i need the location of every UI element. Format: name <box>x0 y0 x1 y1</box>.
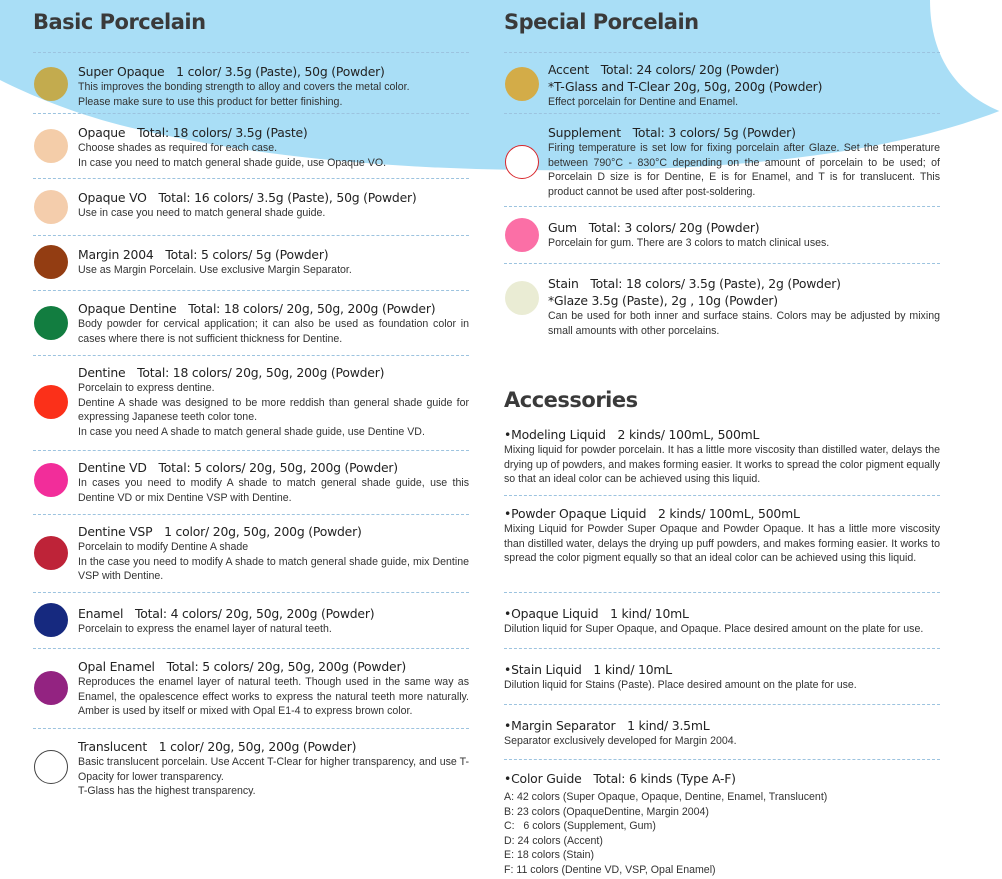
product-name: Supplement <box>548 125 621 140</box>
divider <box>504 592 940 593</box>
accessory-name: •Opaque Liquid <box>504 606 599 621</box>
product-spec: 1 color/ 20g, 50g, 200g (Powder) <box>158 739 357 754</box>
product-name: Accent <box>548 62 590 77</box>
product-spec: Total: 18 colors/ 3.5g (Paste), 2g (Powder) <box>590 276 841 291</box>
accessory-spec: 2 kinds/ 100mL, 500mL <box>617 427 760 442</box>
product-name: Enamel <box>78 606 124 621</box>
product-description: Porcelain to modify Dentine A shade In the case you need to modify A shade to match general shade guide, mix Dentine VSP with Dentine. <box>78 541 469 582</box>
product-item-super-opaque <box>33 52 469 119</box>
product-name: Dentine VSP <box>78 524 153 539</box>
color-swatch <box>34 129 68 163</box>
product-spec-secondary: *Glaze 3.5g (Paste), 2g , 10g (Powder) <box>548 293 778 308</box>
product-item-gum <box>504 206 940 263</box>
color-guide-list <box>504 790 940 877</box>
product-spec: Total: 5 colors/ 20g, 50g, 200g (Powder) <box>158 460 398 475</box>
product-description: Porcelain to express the enamel layer of natural teeth. <box>78 623 332 635</box>
product-item-accent <box>504 52 940 113</box>
color-guide-entry: C: 6 colors (Supplement, Gum) <box>504 820 656 832</box>
accessory-description: Separator exclusively developed for Margin 2004. <box>504 735 737 747</box>
accessory-color-guide <box>504 770 940 877</box>
accessory-name: •Color Guide <box>504 771 582 786</box>
product-name: Opaque Dentine <box>78 301 177 316</box>
accessory-spec: 2 kinds/ 100mL, 500mL <box>658 506 800 521</box>
product-spec: Total: 18 colors/ 20g, 50g, 200g (Powder) <box>137 365 385 380</box>
color-swatch <box>34 750 68 784</box>
color-guide-entry: F: 11 colors (Dentine VD, VSP, Opal Enamel) <box>504 863 716 876</box>
product-item-stain <box>504 263 940 344</box>
product-spec: Total: 4 colors/ 20g, 50g, 200g (Powder) <box>134 606 375 621</box>
product-description: Basic translucent porcelain. Use Accent T-Clear for higher transparency, and use T-Opacity for lower transparency. T-Glass has the highest transparency. <box>78 756 469 797</box>
accessory-description: Mixing liquid for powder porcelain. It has a little more viscosity than distilled water, delays the drying up of powders, and makes forming easier. It works to spread the color pigment equally so that an ideal color can be achieved using this liquid. <box>504 444 940 485</box>
color-guide-entry: D: 24 colors (Accent) <box>504 834 603 847</box>
product-spec: Total: 3 colors/ 20g (Powder) <box>588 220 760 235</box>
product-description: Firing temperature is set low for fixing porcelain after Glaze. Set the temperature between 790°C - 830°C depending on the amount of porcelain to be used; of Porcelain D size is for Dentine, E is for Enamel, and T is for translucent. This product cannot be used after post-soldering. <box>548 142 940 198</box>
color-guide-entry: E: 18 colors (Stain) <box>504 849 595 861</box>
product-spec: Total: 16 colors/ 3.5g (Paste), 50g (Powder) <box>158 190 417 205</box>
color-swatch <box>34 536 68 570</box>
accessories-title: Accessories <box>504 388 638 412</box>
product-item-supplement <box>504 113 940 206</box>
accessory-spec: 1 kind/ 3.5mL <box>627 718 710 733</box>
accessory-spec: 1 kind/ 10mL <box>610 606 689 621</box>
product-description: Reproduces the enamel layer of natural teeth. Though used in the same way as Enamel, the opalescence effect works to express the natural teeth more naturally. Amber is used by itself or mixed with Opal E1-4 to express brown color. <box>78 676 469 717</box>
product-item-opaque-vo <box>33 178 469 233</box>
accessory-margin-separator <box>504 717 940 749</box>
product-description: Effect porcelain for Dentine and Enamel. <box>548 96 739 108</box>
basic-porcelain-title: Basic Porcelain <box>33 10 206 34</box>
product-spec: 1 color/ 20g, 50g, 200g (Powder) <box>164 524 362 539</box>
accessory-name: •Powder Opaque Liquid <box>504 506 647 521</box>
accessory-name: •Stain Liquid <box>504 662 582 677</box>
color-swatch <box>505 218 539 252</box>
special-porcelain-title: Special Porcelain <box>504 10 699 34</box>
product-spec: Total: 5 colors/ 20g, 50g, 200g (Powder) <box>166 659 406 674</box>
product-item-opaque-dentine <box>33 290 469 353</box>
product-item-dentine <box>33 355 469 448</box>
product-description: Can be used for both inner and surface stains. Colors may be adjusted by mixing small amounts with other porcelains. <box>548 310 940 337</box>
divider <box>504 648 940 649</box>
accessory-modeling-liquid <box>504 426 940 487</box>
product-description: This improves the bonding strength to alloy and covers the metal color. Please make sure to use this product for better finishing. <box>78 81 410 108</box>
product-spec: Total: 18 colors/ 20g, 50g, 200g (Powder) <box>188 301 436 316</box>
product-description: Porcelain to express dentine. Dentine A shade was designed to be more reddish than general shade guide for expressing Japanese teeth color tone. In case you need A shade to match general shade guide, use Dentine VD. <box>78 382 469 438</box>
color-swatch <box>34 463 68 497</box>
accessory-name: •Modeling Liquid <box>504 427 606 442</box>
product-description: Body powder for cervical application; it can also be used as foundation color in cases where there is not sufficient thickness for Dentine. <box>78 318 469 345</box>
color-swatch <box>34 671 68 705</box>
product-item-opal-enamel <box>33 648 469 727</box>
product-description: Use in case you need to match general shade guide. <box>78 207 326 219</box>
product-name: Stain <box>548 276 579 291</box>
product-name: Gum <box>548 220 577 235</box>
product-name: Dentine <box>78 365 126 380</box>
color-swatch <box>505 67 539 101</box>
product-spec: Total: 24 colors/ 20g (Powder) <box>600 62 780 77</box>
product-spec: Total: 5 colors/ 5g (Powder) <box>165 247 329 262</box>
product-description: Use as Margin Porcelain. Use exclusive Margin Separator. <box>78 264 352 276</box>
accessory-description: Mixing Liquid for Powder Super Opaque and Powder Opaque. It has a little more viscosity than distilled water, delays the drying up puff powders, and makes forming easier. It works to spread the color pigment equally so that an ideal color can be achieved using this liquid. <box>504 523 940 564</box>
accessory-description: Dilution liquid for Super Opaque, and Opaque. Place desired amount on the plate for use. <box>504 623 924 635</box>
accessory-stain-liquid <box>504 661 940 693</box>
product-name: Opaque <box>78 125 126 140</box>
product-spec-secondary: *T-Glass and T-Clear 20g, 50g, 200g (Powder) <box>548 79 823 94</box>
color-swatch <box>34 385 68 419</box>
color-swatch <box>34 306 68 340</box>
product-name: Margin 2004 <box>78 247 154 262</box>
product-name: Super Opaque <box>78 64 165 79</box>
product-spec: Total: 3 colors/ 5g (Powder) <box>632 125 796 140</box>
product-name: Translucent <box>78 739 147 754</box>
color-swatch <box>505 281 539 315</box>
product-spec: 1 color/ 3.5g (Paste), 50g (Powder) <box>176 64 385 79</box>
product-name: Opal Enamel <box>78 659 155 674</box>
divider <box>504 759 940 760</box>
accessory-description: Dilution liquid for Stains (Paste). Place desired amount on the plate for use. <box>504 679 857 691</box>
color-swatch <box>34 603 68 637</box>
accessory-spec: 1 kind/ 10mL <box>593 662 673 677</box>
product-description: Porcelain for gum. There are 3 colors to match clinical uses. <box>548 237 830 249</box>
product-item-opaque <box>33 113 469 176</box>
product-item-margin-2004 <box>33 235 469 290</box>
product-spec: Total: 18 colors/ 3.5g (Paste) <box>137 125 308 140</box>
color-guide-entry: B: 23 colors (OpaqueDentine, Margin 2004) <box>504 805 709 818</box>
product-name: Dentine VD <box>78 460 147 475</box>
product-item-dentine-vsp <box>33 514 469 591</box>
accessory-opaque-liquid <box>504 605 940 637</box>
accessory-name: •Margin Separator <box>504 718 616 733</box>
divider <box>504 704 940 705</box>
color-swatch <box>34 245 68 279</box>
color-swatch <box>34 67 68 101</box>
color-swatch <box>505 145 539 179</box>
product-description: In cases you need to modify A shade to match general shade guide, use this Dentine VD or mix Dentine VSP with Dentine. <box>78 477 469 504</box>
accessory-powder-opaque-liquid <box>504 505 940 566</box>
product-item-translucent <box>33 728 469 809</box>
product-item-enamel <box>33 592 469 647</box>
product-description: Choose shades as required for each case. In case you need to match general shade guide, use Opaque VO. <box>78 142 387 169</box>
color-swatch <box>34 190 68 224</box>
divider <box>504 495 940 496</box>
product-item-dentine-vd <box>33 450 469 513</box>
accessory-spec: Total: 6 kinds (Type A-F) <box>593 771 736 786</box>
product-name: Opaque VO <box>78 190 147 205</box>
color-guide-entry: A: 42 colors (Super Opaque, Opaque, Dentine, Enamel, Translucent) <box>504 791 828 803</box>
